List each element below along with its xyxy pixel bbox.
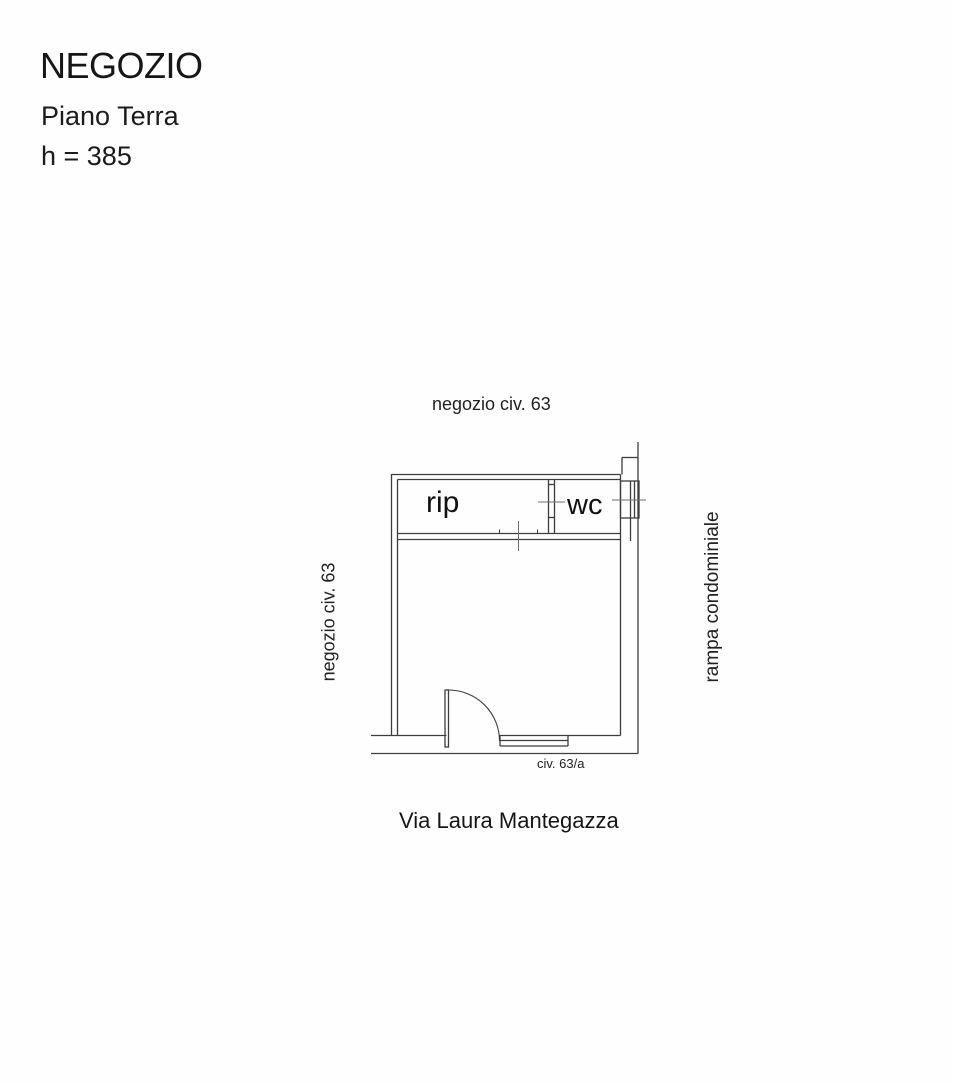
label-civ-63a: civ. 63/a (537, 756, 585, 771)
room-label-wc: wc (567, 489, 603, 521)
door-swing-arc (449, 690, 500, 741)
door-leaf (445, 690, 449, 747)
room-label-rip: rip (426, 486, 460, 519)
label-rampa-condominiale: rampa condominiale (702, 511, 723, 683)
centerline-marks (500, 502, 566, 551)
label-negozio-civ63-left: negozio civ. 63 (318, 562, 339, 682)
plan-height-label: h = 385 (41, 141, 132, 171)
window-symbol (612, 481, 646, 541)
plan-title: NEGOZIO (40, 45, 203, 86)
street-label: Via Laura Mantegazza (399, 808, 619, 833)
entrance-door (445, 690, 568, 747)
label-negozio-civ63-top: negozio civ. 63 (432, 394, 551, 414)
plan-floor-label: Piano Terra (41, 101, 179, 131)
